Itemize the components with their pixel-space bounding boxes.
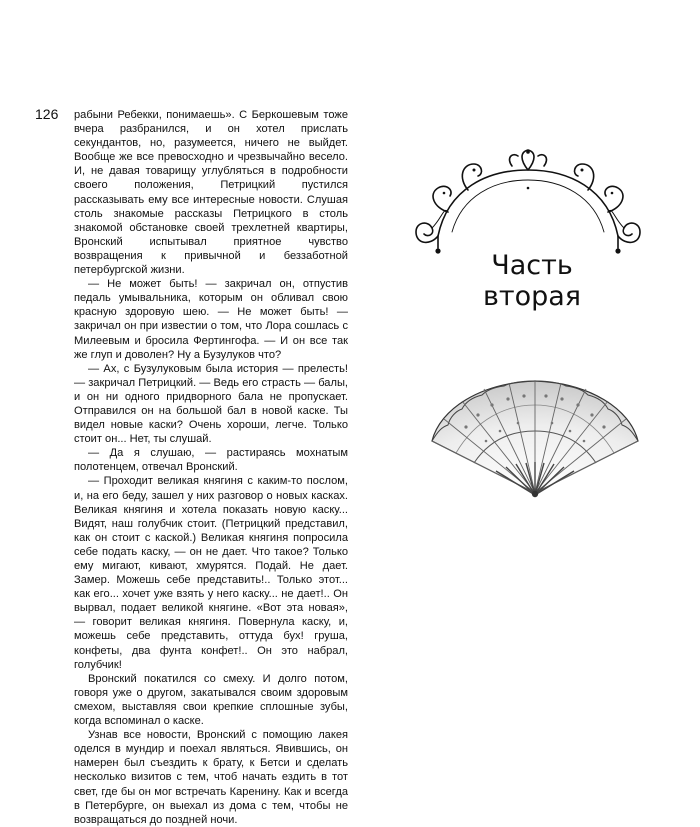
paragraph: — Проходит великая княгиня с каким-то послом, и, на его беду, зашел у них разговор о новых касках. Великая княгиня и хотела показать новую каску... Видят, наш голубчик стоит. (Петрицкий представил, как он стоит с каской.) Великая княгиня попросила себе подать каску, — он не дает. Что такое? Только ему мигают, кивают, хмурятся. Подай. Не дает. Замер. Можешь себе представить!.. Только этот... как его... хочет уже взять у него каску... не дает!.. Он вырвал, подает великой княгине. «Вот эта новая», — говорит великая княгиня. Повернула каску, и, можешь себе представить, оттуда бух! груша, конфеты, два фунта конфет!.. Он это набрал, голубчик!	[74, 475, 348, 671]
lace-fan-icon	[426, 375, 644, 500]
body-text	[74, 108, 348, 827]
scroll-ornament-icon	[408, 148, 648, 258]
paragraph: Вронский покатился со смеху. И долго потом, говоря уже о другом, закатывался своим здоровым смехом, выставляя свои крепкие сплошные зубы, когда вспоминал о каске.	[74, 672, 348, 728]
part-title	[372, 250, 692, 312]
page-number: 126	[35, 106, 59, 122]
paragraph: — Да я слушаю, — растираясь мохнатым полотенцем, отвечал Вронский.	[74, 447, 348, 474]
part-title-line1: Часть	[491, 250, 573, 281]
part-title-line2: вторая	[482, 281, 582, 312]
paragraph: Узнав все новости, Вронский с помощию лакея оделся в мундир и поехал являться. Явившись, он намерен был съездить к брату, к Бетси и сделать несколько визитов с тем, чтоб начать ездить в тот свет, где бы он мог встречать Каренину. Как и всегда в Петербурге, он выехал из дома с тем, чтобы не возвращаться до поздней ночи.	[74, 729, 348, 826]
right-page	[372, 0, 700, 700]
paragraph: — Не может быть! — закричал он, отпустив педаль умывальника, которым он обливал свою красную здоровую шею. — Не может быть! — закричал он при известии о том, что Лора сошлась с Милеевым и бросила Фертингофа. — И он все так же глуп и доволен? Ну а Бузулуков что?	[74, 278, 348, 361]
paragraph: — Ах, с Бузулуковым была история — прелесть! — закричал Петрицкий. — Ведь его страсть — балы, и он ни одного придворного бала не пропускает. Отправился он на большой бал в новой каске. Ты видел новые каски? Очень хороши, легче. Только стоит он... Нет, ты слушай.	[74, 362, 348, 446]
paragraph: рабыни Ребекки, понимаешь». С Беркошевым тоже вчера разбранился, и он хотел прислать секундантов, но, разумеется, ничего не выйдет. Вообще же все превосходно и чрезвычайно весело. И, не давая товарищу углубляться в подробности своего положения, Петрицкий пустился рассказывать ему все интересные новости. Слушая столь знакомые рассказы Петрицкого в столь знакомой обстановке своей трехлетней квартиры, Вронский испытывал приятное чувство возвращения к привычной и беззаботной петербургской жизни.	[74, 109, 348, 277]
